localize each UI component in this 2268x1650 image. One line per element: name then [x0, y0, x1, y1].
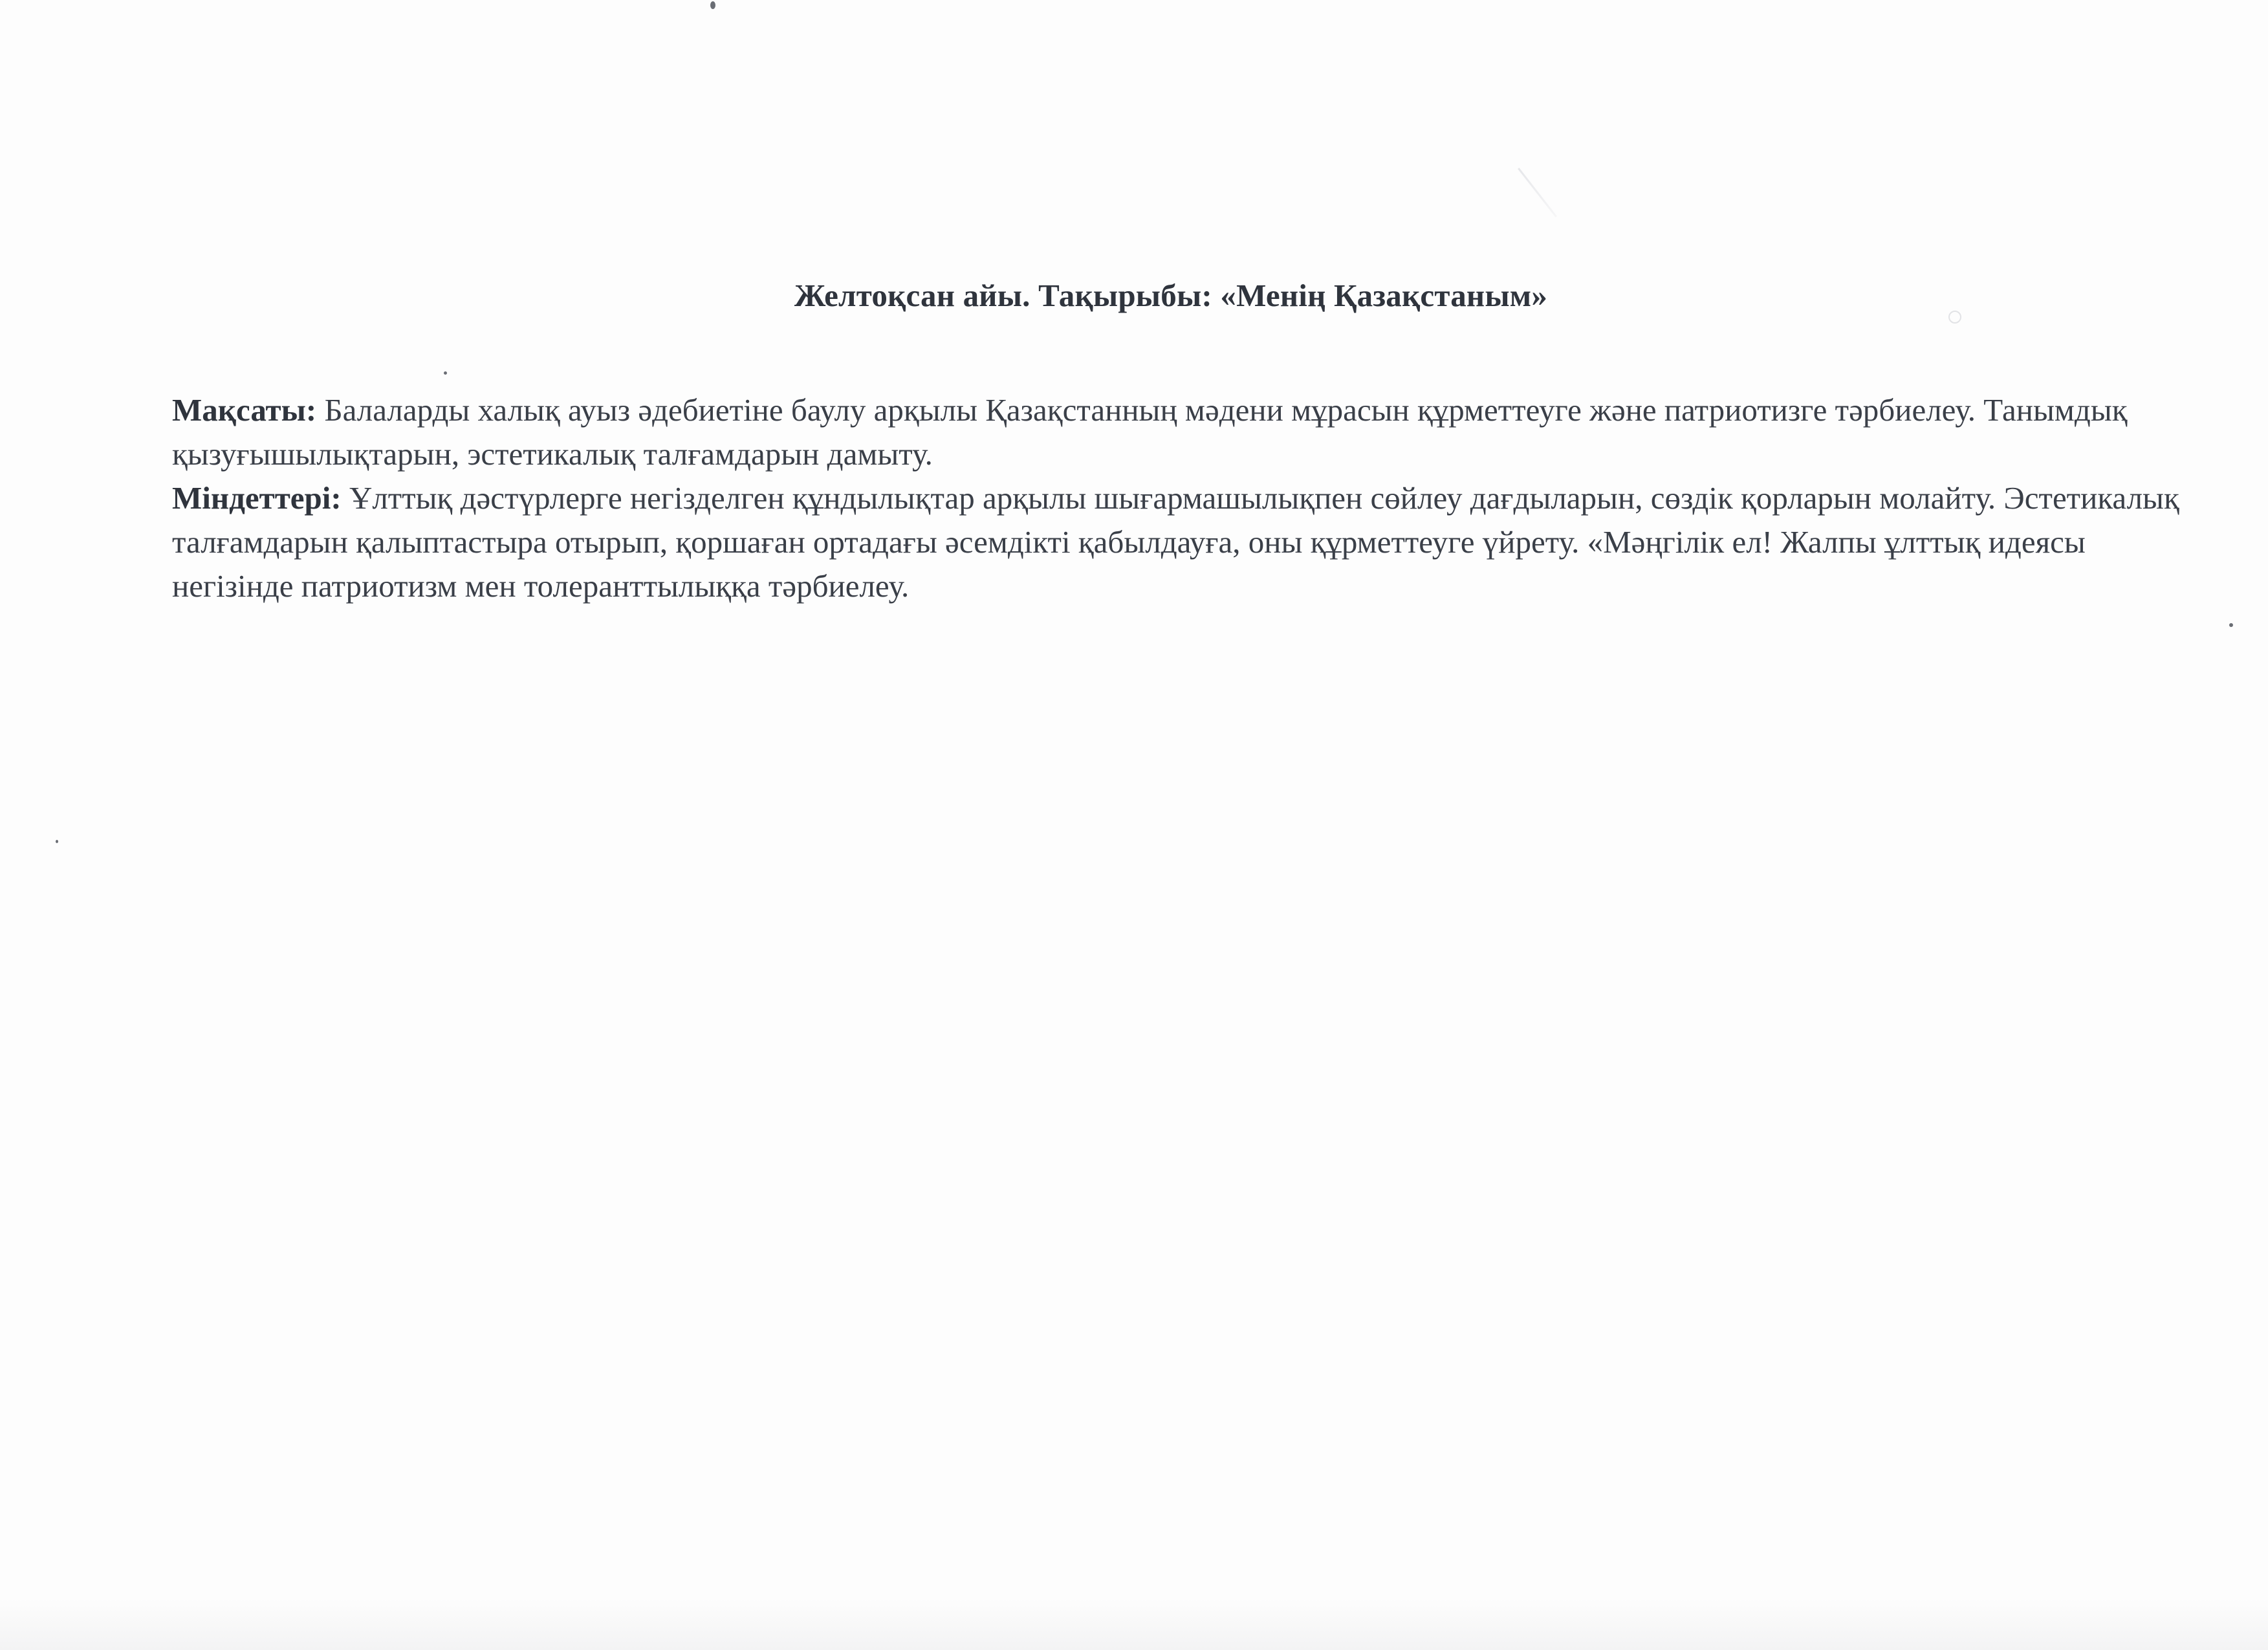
goal-paragraph [172, 388, 2203, 476]
tasks-text: Ұлттық дәстүрлерге негізделген құндылықтар арқылы шығармашылықпен сөйлеу дағдыларын, сөздік қорларын молайту. Эстетикалық талғамдарын қалыптастыра отырып, қоршаған ортадағы әсемдікті қабылдауға, оны құрметтеуге үйрету. «Мәңгілік ел! Жалпы ұлттық идеясы негізінде патриотизм мен толеранттылыққа тәрбиелеу. [172, 480, 2179, 604]
goal-label: Мақсаты: [172, 392, 317, 428]
scan-speck [2229, 623, 2233, 627]
scan-speck [56, 840, 58, 843]
scan-scratch [1518, 168, 1557, 217]
document-body [172, 388, 2203, 608]
goal-text: Балаларды халық ауыз әдебиетіне баулу арқылы Қазақстанның мәдени мұрасын құрметтеуге және патриотизге тәрбиелеу. Танымдық қызуғышылықтарын, эстетикалық талғамдарын дамыту. [172, 392, 2128, 472]
tasks-paragraph [172, 476, 2203, 608]
tasks-label: Міндеттері: [172, 480, 342, 516]
scan-speck [444, 371, 447, 375]
scan-bottom-edge [0, 1598, 2268, 1650]
document-title: Желтоқсан айы. Тақырыбы: «Менің Қазақстаным» [794, 277, 1548, 313]
scan-speck [710, 1, 715, 9]
